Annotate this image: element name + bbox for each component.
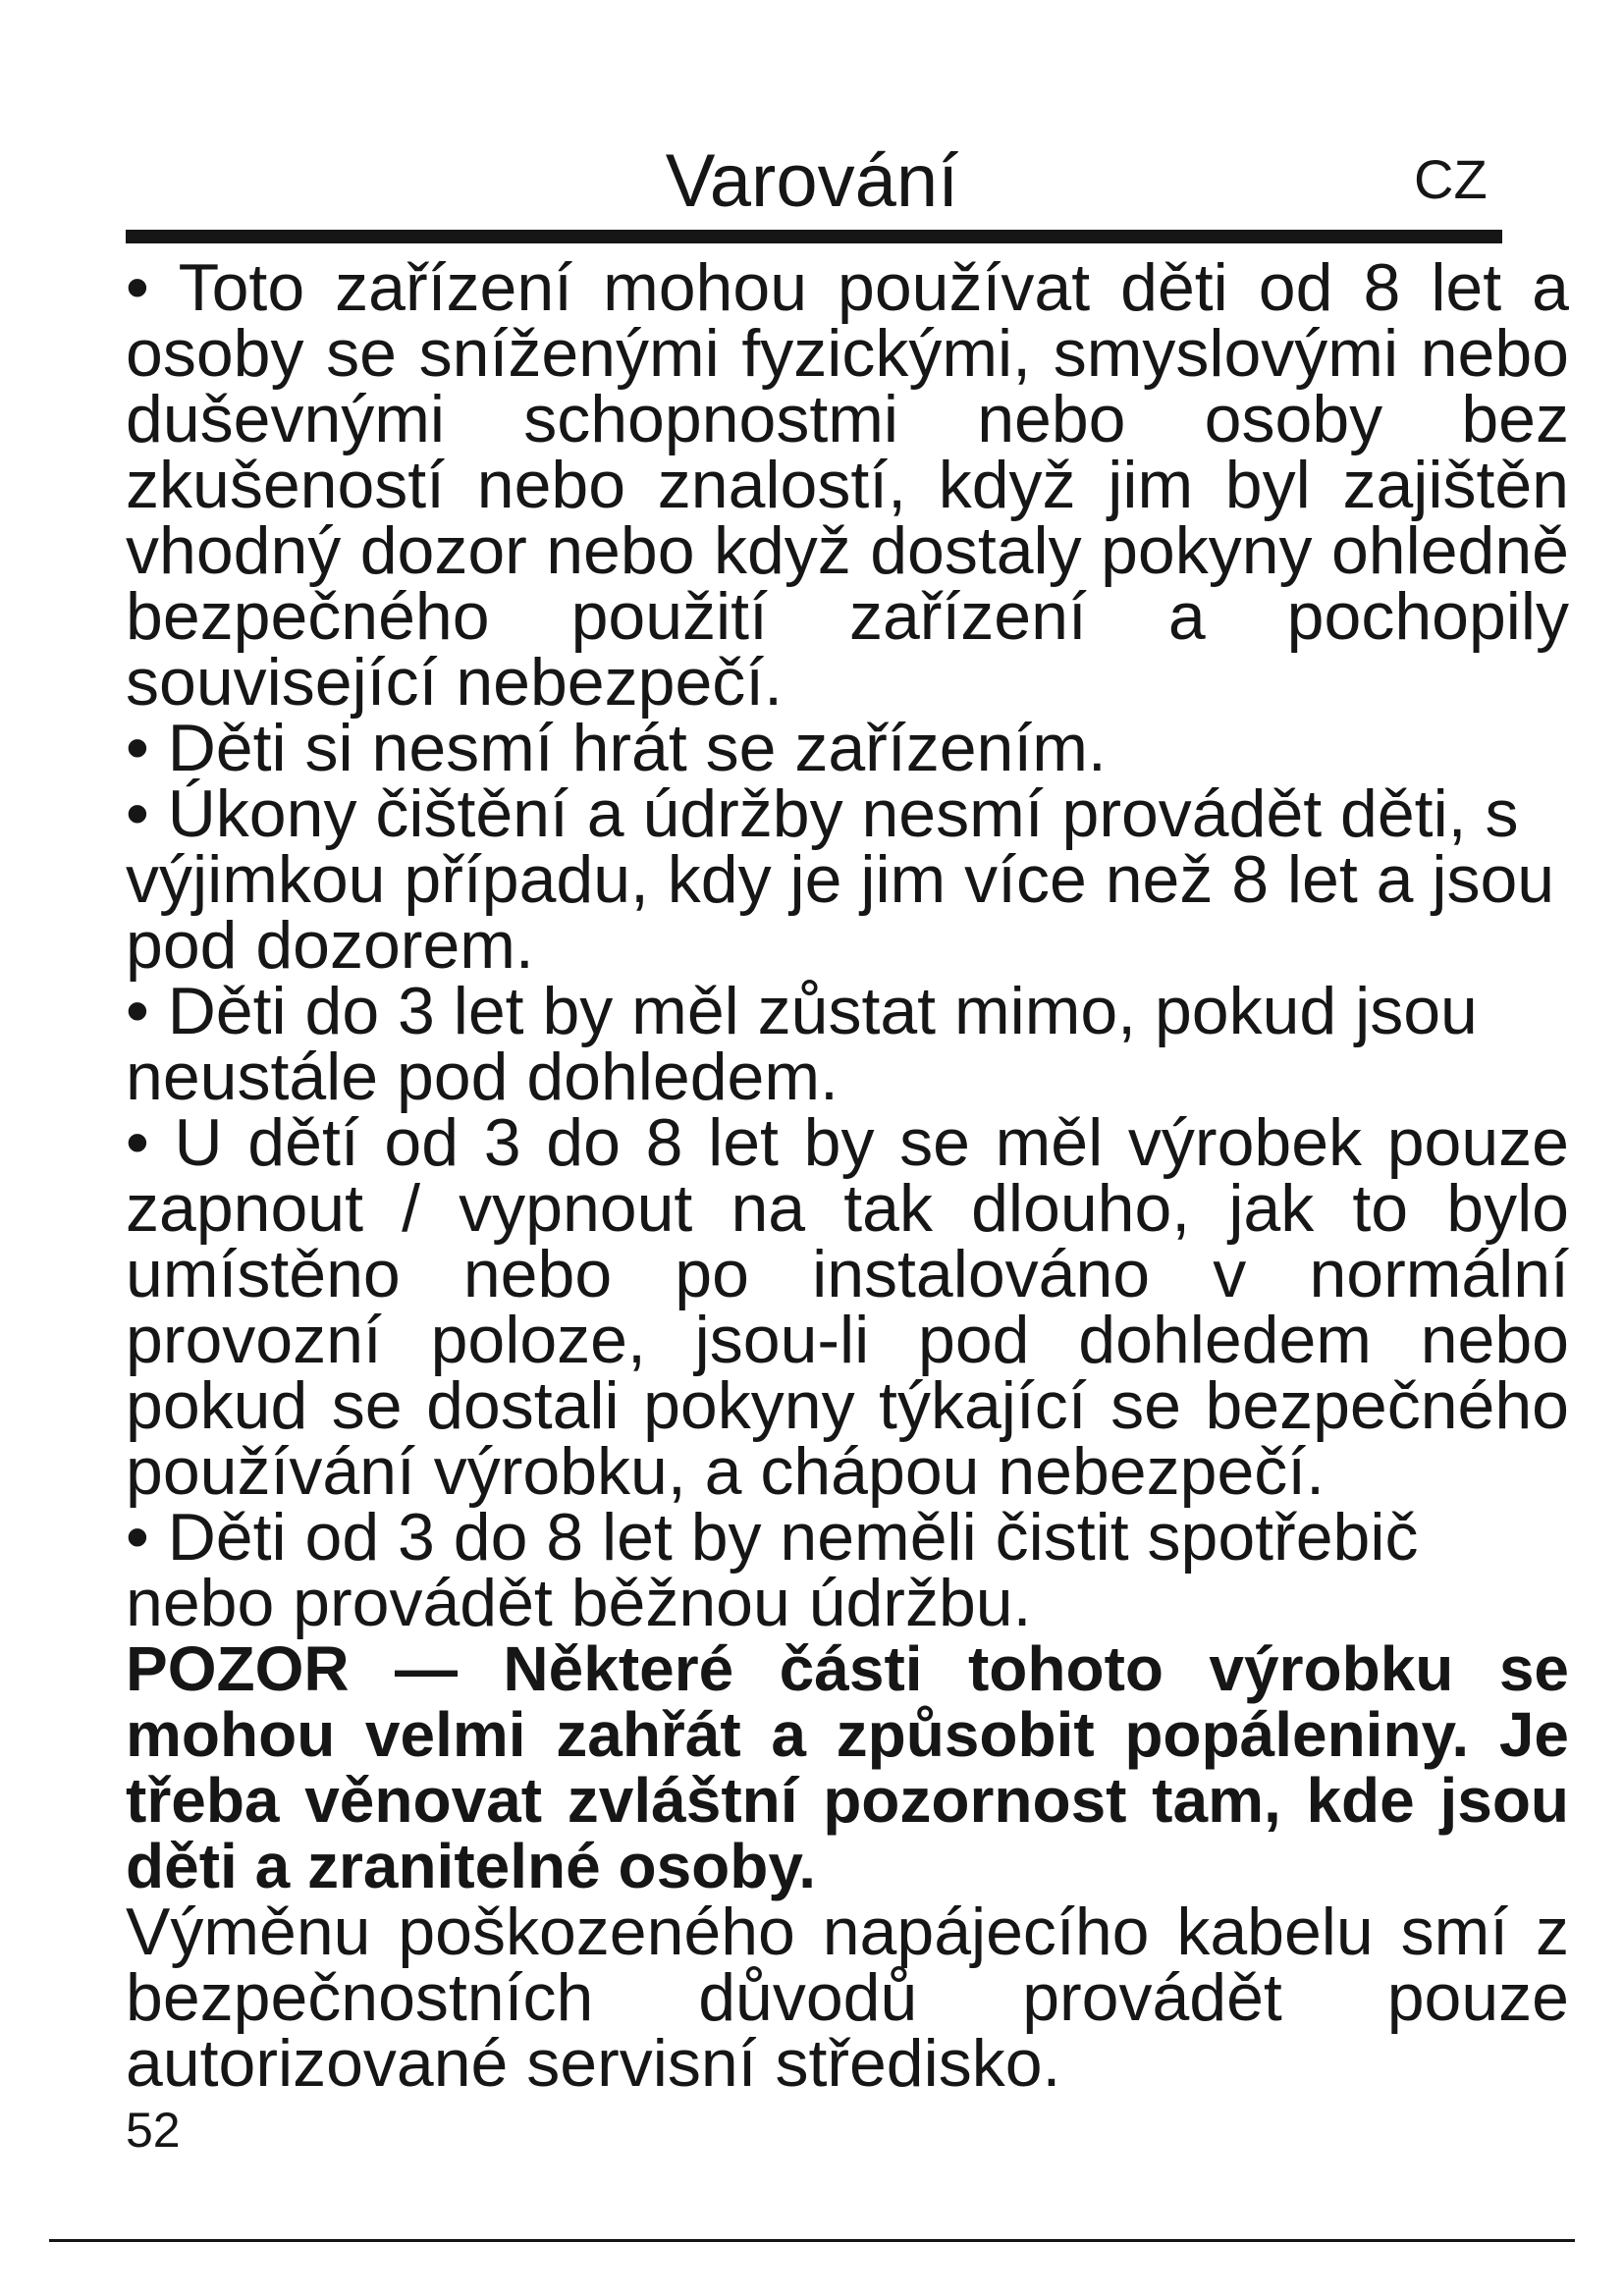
- language-code: CZ: [1414, 148, 1488, 210]
- paragraph-no-play: • Děti si nesmí hrát se zařízením.: [126, 711, 1107, 785]
- page-title: Varování: [665, 139, 959, 223]
- header-divider: [126, 230, 1502, 243]
- paragraph-3-to-8: • U dětí od 3 do 8 let by se měl výrobek pouze zapnout / vypnout na tak dlouho, jak to bylo umístěno nebo po instalováno v normální provozní poloze, jsou-li pod dohledem nebo pokud se dostali pokyny týkající se bezpečného používání výrobku, a chápou nebezpečí.: [126, 1105, 1569, 1509]
- paragraph-under-3: • Děti do 3 let by měl zůstat mimo, pokud jsou neustále pod dohledem.: [126, 974, 1478, 1114]
- warning-text-block: [126, 250, 1569, 2101]
- page-number: 52: [126, 2103, 181, 2158]
- paragraph-usage-by-children: • Toto zařízení mohou používat děti od 8 let a osoby se sníženými fyzickými, smyslovými nebo duševnými schopnostmi nebo osoby bez zkušeností nebo znalostí, když jim byl zajištěn vhodný dozor nebo když dostaly pokyny ohledně bezpečného použití zařízení a pochopily související nebezpečí.: [126, 250, 1569, 720]
- paragraph-cable-replacement: Výměnu poškozeného napájecího kabelu smí z bezpečnostních důvodů provádět pouze autorizované servisní středisko.: [126, 1895, 1569, 2101]
- burn-warning: POZOR — Některé části tohoto výrobku se mohou velmi zahřát a způsobit popáleniny. Je třeba věnovat zvláštní pozornost tam, kde jsou děti a zranitelné osoby.: [126, 1633, 1569, 1901]
- paragraph-maintenance: • Děti od 3 do 8 let by neměli čistit spotřebič nebo provádět běžnou údržbu.: [126, 1500, 1419, 1640]
- paragraph-cleaning: • Úkony čištění a údržby nesmí provádět děti, s výjimkou případu, kdy je jim více než 8 let a jsou pod dozorem.: [126, 776, 1555, 983]
- footer-divider: [49, 2239, 1575, 2242]
